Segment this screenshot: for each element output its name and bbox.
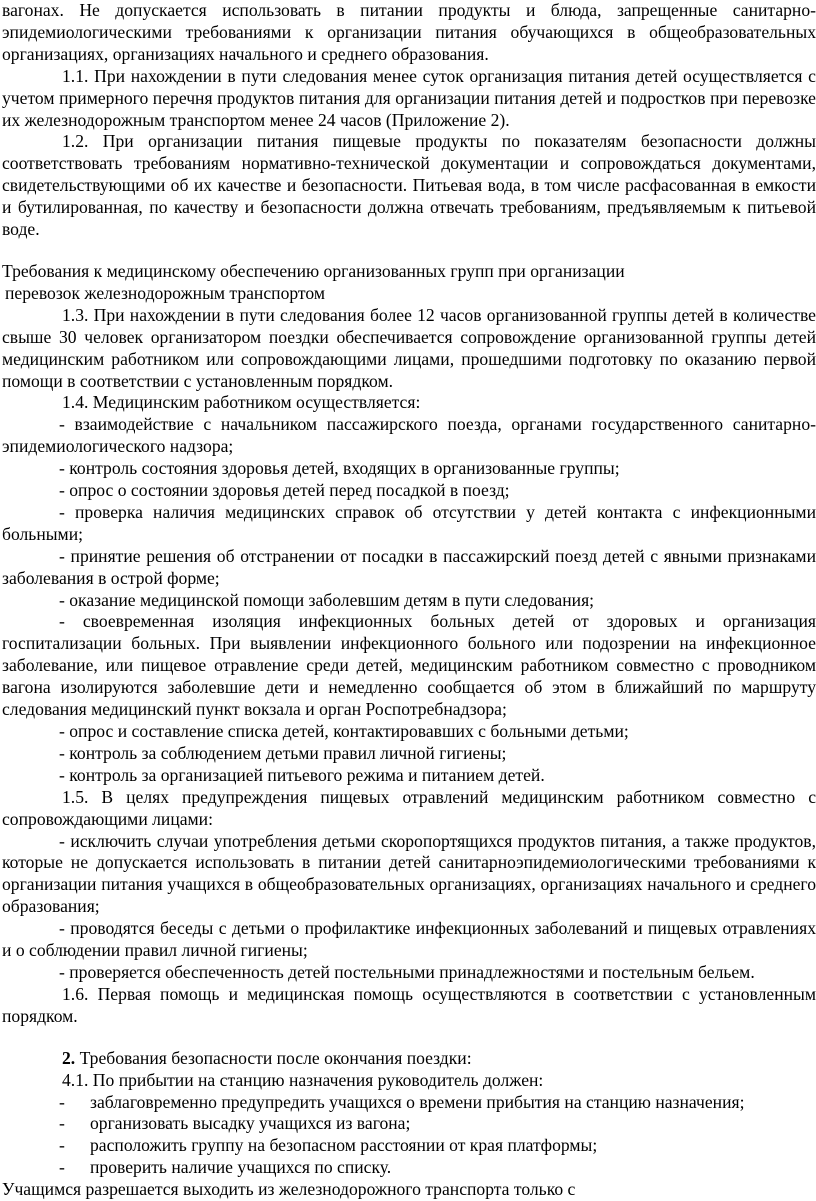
list-item: - своевременная изоляция инфекционных больных детей от здоровых и организация госпитализации больных. При выявлении инфекционного больного или подозрении на инфекционное заболевание, или пищевое отравление среди детей, медицинским работником совместно с проводником вагона изолируются заболевшие дети и немедленно сообщается об этом в ближайший по маршруту следования медицинский пункт вокзала и орган Роспотребнадзора; [2, 611, 816, 720]
list-item [2, 1157, 816, 1179]
list-item: - оказание медицинской помощи заболевшим детям в пути следования; [59, 589, 595, 610]
dash-marker: - [59, 1113, 65, 1134]
medical-heading-line1: Требования к медицинскому обеспечению организованных групп при организации [2, 260, 625, 281]
list-item: - проводятся беседы с детьми о профилактике инфекционных заболеваний и пищевых отравлениях и о соблюдении правил личной гигиены; [2, 918, 816, 961]
list-item: - контроль за соблюдением детьми правил личной гигиены; [59, 742, 507, 763]
paragraph-1-2: 1.2. При организации питания пищевые продукты по показателям безопасности должны соответствовать требованиям нормативно-технической документации и сопровождаться документами, свидетельствующими об их качестве и безопасности. Питьевая вода, в том числе расфасованная в емкости и бутилированная, по качеству и безопасности должна отвечать требованиям, предъявляемым к питьевой воде. [2, 131, 816, 240]
list-1-4 [2, 414, 816, 786]
section-2-title: Требования безопасности после окончания поездки: [79, 1047, 472, 1068]
list-item [2, 1092, 816, 1114]
spacer [2, 241, 816, 261]
list-item-text: проверить наличие учащихся по списку. [90, 1157, 392, 1178]
list-item: - проверка наличия медицинских справок об отсутствии у детей контакта с инфекционными больными; [2, 501, 816, 544]
list-4-1 [2, 1092, 816, 1180]
list-item: - принятие решения об отстранении от посадки в пассажирский поезд детей с явными признаками заболевания в острой форме; [2, 545, 816, 588]
list-item: - контроль за организацией питьевого режима и питанием детей. [59, 764, 545, 785]
spacer [2, 1028, 816, 1048]
paragraph-1-6: 1.6. Первая помощь и медицинская помощь осуществляются в соответствии с установленным порядком. [2, 983, 816, 1026]
list-item: - проверяется обеспеченность детей постельными принадлежностями и постельным бельем. [59, 961, 755, 982]
section-2-number: 2. [62, 1047, 76, 1068]
section-2-heading [2, 1048, 816, 1070]
closing-line: Учащимся разрешается выходить из железнодорожного транспорта только с [2, 1179, 576, 1200]
list-item-text: расположить группу на безопасном расстоянии от края платформы; [90, 1135, 598, 1156]
list-item: - контроль состояния здоровья детей, входящих в организованные группы; [59, 458, 620, 479]
list-item [2, 1135, 816, 1157]
list-item [2, 1113, 816, 1135]
list-item-text: организовать высадку учащихся из вагона; [90, 1113, 411, 1134]
paragraph-1-5: 1.5. В целях предупреждения пищевых отравлений медицинским работником совместно с сопровождающими лицами: [2, 786, 816, 829]
dash-marker: - [59, 1157, 65, 1178]
intro-paragraph: вагонах. Не допускается использовать в питании продукты и блюда, запрещенные санитарно-эпидемиологическими требованиями к организации питания обучающихся в общеобразовательных организациях, организациях начального и среднего образования. [2, 0, 816, 64]
medical-heading-line2: перевозок железнодорожным транспортом [5, 282, 325, 303]
list-item-text: заблаговременно предупредить учащихся о времени прибытия на станцию назначения; [90, 1091, 745, 1112]
list-item: - взаимодействие с начальником пассажирского поезда, органами государственного санитарно-эпидемиологического надзора; [2, 414, 816, 457]
paragraph-1-4: 1.4. Медицинским работником осуществляется: [62, 392, 421, 413]
dash-marker: - [59, 1091, 65, 1112]
paragraph-1-1: 1.1. При нахождении в пути следования менее суток организация питания детей осуществляется с учетом примерного перечня продуктов питания для организации питания детей и подростков при перевозке их железнодорожным транспортом менее 24 часов (Приложение 2). [2, 65, 816, 130]
list-item: - опрос и составление списка детей, контактировавших с больными детьми; [59, 721, 629, 741]
list-item: - исключить случаи употребления детьми скоропортящихся продуктов питания, а также продуктов, которые не допускается использовать в питании детей санитарноэпидемиологическими требованиями к организации питания учащихся в общеобразовательных организациях, организациях начального и среднего образования; [2, 830, 816, 917]
dash-marker: - [59, 1135, 65, 1156]
list-1-5 [2, 831, 816, 984]
paragraph-1-3: 1.3. При нахождении в пути следования более 12 часов организованной группы детей в количестве свыше 30 человек организатором поездки обеспечивается сопровождение организованной группы детей медицинским работником или сопровождающими лицами, прошедшими подготовку по оказанию первой помощи в соответствии с установленным порядком. [2, 304, 816, 391]
paragraph-4-1: 4.1. По прибытии на станцию назначения руководитель должен: [62, 1069, 544, 1090]
list-item: - опрос о состоянии здоровья детей перед посадкой в поезд; [59, 480, 510, 501]
